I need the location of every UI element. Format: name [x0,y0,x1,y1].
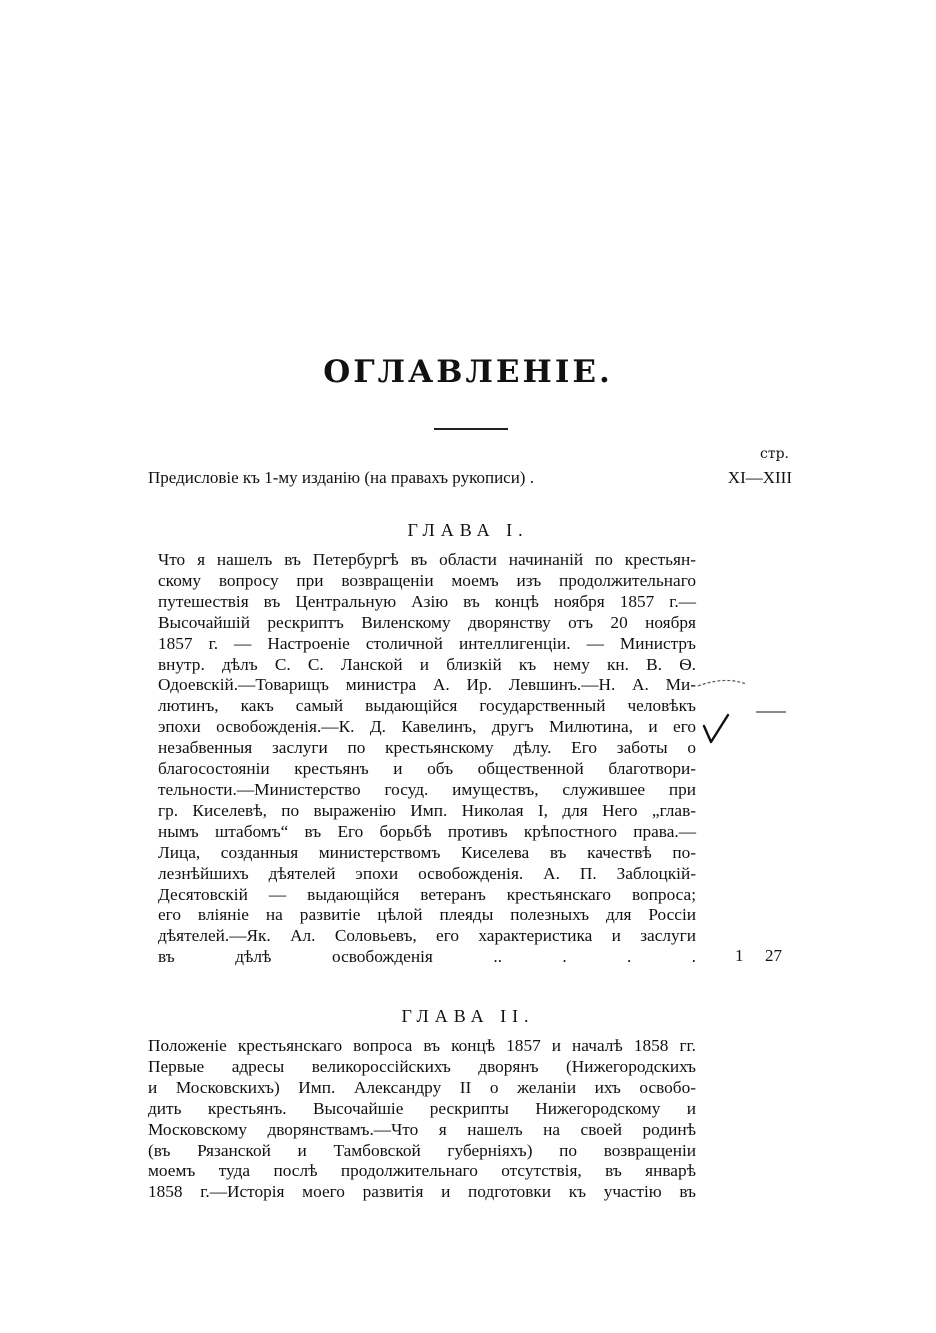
page-column-label: стр. [760,446,789,462]
chapter-1-line: въ дѣлѣ освобожденія . [158,947,498,967]
chapter-1-line: тельности.—Министерство госуд. имуществъ, служившее при [158,779,696,799]
preface-entry [148,466,794,490]
chapter-1-line: Десятовскій — выдающійся ветеранъ крестьянскаго вопроса; [158,884,696,904]
chapter-1-line: дѣятелей.—Як. Ал. Соловьевъ, его характеристика и заслуги [158,926,696,946]
preface-text: Предисловіе къ 1-му изданію (на правахъ рукописи) . [148,468,534,487]
chapter-1-page-to: 27 [765,946,782,965]
chapter-1-line: эпохи освобожденія.—К. Д. Кавелинъ, другъ Милютина, и его [158,717,696,737]
chapter-1-page-from: 1 [735,946,744,965]
chapter-1-line: Что я нашелъ въ Петербургѣ въ области начинаній по крестьян- [158,550,696,569]
chapter-1-line: его вліяніе на развитіе цѣлой плеяды полезныхъ для Россіи [158,905,696,925]
chapter-2-line: и Московскихъ) Имп. Александру II о желаніи ихъ освобо- [148,1077,696,1097]
chapter-2-line: моемъ туда послѣ продолжительнаго отсутствія, въ январѣ [148,1161,696,1181]
chapter-1-pages [735,946,795,966]
chapter-2-summary [148,1036,696,1203]
chapter-2-line: (въ Рязанской и Тамбовской губерніяхъ) по возвращеніи [148,1140,696,1160]
dot-leader: . . . . [497,947,696,967]
chapter-2-line: 1858 г.—Исторія моего развитія и подготовки къ участію въ [148,1182,696,1202]
chapter-1-line: гр. Киселевѣ, по выраженію Имп. Николая I, для Него „глав- [158,800,696,820]
chapter-2-line: дить крестьянъ. Высочайшіе рескрипты Нижегородскому и [148,1098,696,1118]
chapter-1-line: скому вопросу при возвращеніи моемъ изъ продолжительнаго [158,570,696,590]
chapter-2-line: Положеніе крестьянскаго вопроса въ концѣ 1857 и началѣ 1858 гг. [148,1036,696,1055]
chapter-1-line: нымъ штабомъ“ въ Его борьбѣ противъ крѣпостного права.— [158,821,696,841]
chapter-1-line: 1857 г. — Настроеніе столичной интеллигенціи. — Министръ [158,633,696,653]
chapter-1-line: лютинъ, какъ самый выдающійся государственный человѣкъ [158,696,696,716]
checkmark-icon [700,712,734,746]
chapter-1-last-line [158,947,696,968]
chapter-1-line: лезнѣйшихъ дѣятелей эпохи освобожденія. А. П. Заблоцкій- [158,863,696,883]
chapter-1-summary [158,550,696,968]
chapter-1-line: внутр. дѣлъ С. С. Ланской и близкій къ нему кн. В. Ѳ. [158,654,696,674]
chapter-1-heading: ГЛАВА I. [407,520,529,540]
chapter-2-heading: ГЛАВА II. [401,1006,535,1026]
chapter-1-line: Лица, созданныя министерствомъ Киселева въ качествѣ по- [158,842,696,862]
chapter-2-line: Первые адресы великороссійскихъ дворянъ (Нижегородскихъ [148,1056,696,1076]
chapter-1-line: незабвенныя заслуги по крестьянскому дѣлу. Его заботы о [158,738,696,758]
page-title: ОГЛАВЛЕНІЕ. [323,354,613,390]
chapter-2-line: Московскому дворянствамъ.—Что я нашелъ на своей родинѣ [148,1119,696,1139]
chapter-1-line: Высочайшій рескриптъ Виленскому дворянству отъ 20 ноября [158,612,696,632]
chapter-1-line: благосостояніи крестьянъ и объ общественной благотвори- [158,759,696,779]
title-divider [434,428,508,430]
preface-pages: XI—XIII [727,468,792,487]
chapter-1-line: путешествія въ Центральную Азію въ концѣ ноября 1857 г.— [158,591,696,611]
chapter-1-line: Одоевскій.—Товарищъ министра А. Ир. Левшинъ.—Н. А. Ми- [158,675,696,695]
